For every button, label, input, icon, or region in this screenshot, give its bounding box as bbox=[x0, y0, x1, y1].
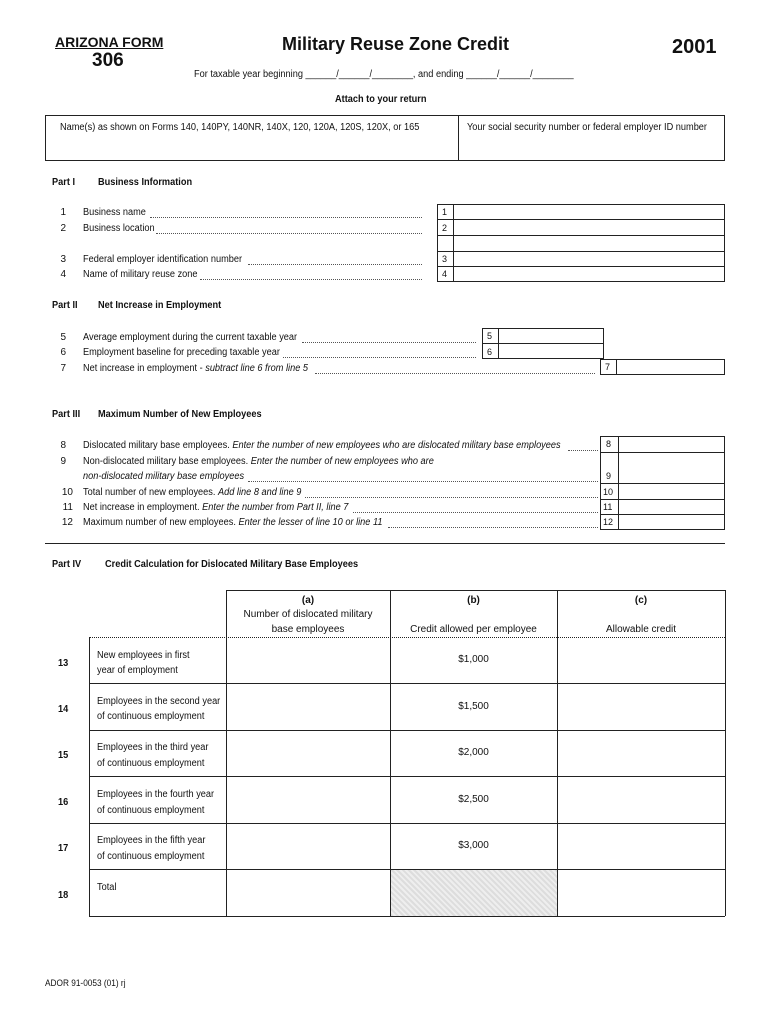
box-number: 11 bbox=[603, 502, 613, 512]
line-number: 5 bbox=[60, 332, 66, 343]
box-number: 5 bbox=[487, 331, 493, 341]
box-number: 9 bbox=[606, 471, 612, 481]
cell-c-15[interactable] bbox=[558, 731, 724, 776]
line-number: 11 bbox=[62, 502, 73, 513]
row-credit: $1,000 bbox=[458, 654, 489, 665]
tax-year: 2001 bbox=[672, 36, 717, 58]
names-field[interactable]: Name(s) as shown on Forms 140, 140PY, 140NR, 140X, 120, 120A, 120S, 120X, or 165 bbox=[60, 122, 420, 133]
part4-label: Part IV bbox=[52, 559, 82, 570]
cell-a-18[interactable] bbox=[227, 870, 389, 915]
form-title: Military Reuse Zone Credit bbox=[282, 34, 510, 54]
cell-c-14[interactable] bbox=[558, 684, 724, 729]
line-number: 7 bbox=[60, 363, 66, 374]
part3-title: Maximum Number of New Employees bbox=[98, 409, 262, 420]
box-number: 2 bbox=[442, 223, 448, 233]
col-a-label-cont: base employees bbox=[271, 624, 345, 635]
line-11-instruction: Enter the number from Part II, line 7 bbox=[202, 502, 349, 513]
cell-c-17[interactable] bbox=[558, 824, 724, 869]
line-9-instruction: Enter the number of new employees who are bbox=[250, 456, 434, 467]
part2-label: Part II bbox=[52, 300, 78, 311]
line-8-instruction: Enter the number of new employees who are dislocated military base employees bbox=[232, 440, 561, 451]
col-a-label: Number of dislocated military bbox=[243, 609, 373, 620]
col-a-letter: (a) bbox=[301, 595, 315, 606]
row-desc: New employees in first bbox=[97, 650, 190, 661]
part3-label: Part III bbox=[52, 409, 81, 420]
row-number: 18 bbox=[58, 890, 69, 901]
line-8-label bbox=[83, 440, 561, 452]
col-b-label: Credit allowed per employee bbox=[410, 624, 537, 635]
col-c-letter: (c) bbox=[634, 595, 648, 606]
cell-a-17[interactable] bbox=[227, 824, 389, 869]
box-number: 12 bbox=[603, 517, 614, 527]
line-8-text: Dislocated military base employees. bbox=[83, 440, 233, 451]
line-11-text: Net increase in employment. bbox=[83, 502, 203, 513]
row-credit: $2,000 bbox=[458, 747, 489, 758]
line-7-entry[interactable] bbox=[600, 359, 725, 375]
row-number: 15 bbox=[58, 750, 69, 761]
line-2-label: Business location bbox=[83, 223, 155, 234]
line-10-text: Total number of new employees. bbox=[83, 487, 219, 498]
line-12-instruction: Enter the lesser of line 10 or line 11 bbox=[238, 517, 383, 528]
line-number: 12 bbox=[61, 517, 73, 528]
line-number: 1 bbox=[60, 207, 66, 218]
line-7-text: Net increase in employment - bbox=[83, 363, 206, 374]
cell-c-18[interactable] bbox=[558, 870, 724, 915]
line-number: 9 bbox=[60, 456, 66, 467]
col-b-letter: (b) bbox=[467, 595, 480, 606]
line-9-text: Non-dislocated military base employees. bbox=[83, 456, 251, 467]
row-desc: Employees in the fourth year bbox=[97, 789, 215, 800]
line-6-label: Employment baseline for preceding taxable year bbox=[83, 347, 280, 358]
taxable-year-line: For taxable year beginning ______/______/________, and ending ______/______/________ bbox=[194, 69, 574, 80]
line-10-label bbox=[83, 487, 301, 499]
box-number: 8 bbox=[606, 439, 612, 449]
cell-a-13[interactable] bbox=[227, 638, 389, 683]
line-number: 3 bbox=[60, 254, 66, 265]
row-number: 17 bbox=[58, 843, 69, 854]
row-number: 16 bbox=[58, 797, 69, 808]
line-1-label: Business name bbox=[83, 207, 146, 218]
line-12-label bbox=[83, 517, 383, 529]
line-11-label bbox=[83, 502, 348, 514]
row-desc-cont: of continuous employment bbox=[97, 851, 205, 862]
row-desc: Employees in the second year bbox=[97, 696, 221, 707]
line-number: 2 bbox=[60, 223, 66, 234]
form-label: ARIZONA FORM bbox=[55, 34, 164, 50]
col-c-label: Allowable credit bbox=[605, 624, 677, 635]
line-9-label bbox=[83, 456, 434, 468]
box-number: 3 bbox=[442, 254, 448, 264]
line-7-instruction: subtract line 6 from line 5 bbox=[205, 363, 308, 374]
ssn-field[interactable]: Your social security number or federal employer ID number bbox=[467, 122, 707, 133]
line-5-entry[interactable] bbox=[482, 328, 604, 344]
line-5-label: Average employment during the current taxable year bbox=[83, 332, 298, 343]
attach-note: Attach to your return bbox=[335, 94, 427, 105]
form-code: ADOR 91-0053 (01) rj bbox=[45, 978, 126, 988]
line-9-instruction-cont: non-dislocated military base employees bbox=[83, 471, 245, 482]
line-number: 4 bbox=[60, 269, 66, 280]
cell-a-16[interactable] bbox=[227, 777, 389, 822]
row-desc-cont: year of employment bbox=[97, 665, 178, 676]
row-number: 14 bbox=[58, 704, 69, 715]
form-number: 306 bbox=[92, 50, 124, 71]
line-number: 6 bbox=[60, 347, 66, 358]
box-number: 6 bbox=[487, 347, 493, 357]
line-7-label bbox=[83, 363, 308, 375]
row-credit: $1,500 bbox=[458, 701, 489, 712]
row-credit: $2,500 bbox=[458, 794, 489, 805]
line-3-label: Federal employer identification number bbox=[83, 254, 243, 265]
part1-title: Business Information bbox=[98, 177, 193, 188]
line-6-entry[interactable] bbox=[482, 343, 604, 359]
line-number: 8 bbox=[60, 440, 66, 451]
cell-a-15[interactable] bbox=[227, 731, 389, 776]
row-number: 13 bbox=[58, 658, 69, 669]
box-number: 10 bbox=[603, 487, 614, 497]
cell-c-13[interactable] bbox=[558, 638, 724, 683]
line-10-instruction: Add line 8 and line 9 bbox=[218, 487, 302, 498]
row-desc-cont: of continuous employment bbox=[97, 758, 205, 769]
part1-label: Part I bbox=[52, 177, 76, 188]
row-desc-cont: of continuous employment bbox=[97, 805, 205, 816]
line-12-text: Maximum number of new employees. bbox=[83, 517, 239, 528]
row-desc: Total bbox=[97, 882, 117, 893]
box-number: 7 bbox=[605, 362, 611, 372]
part2-title: Net Increase in Employment bbox=[98, 300, 222, 311]
line-4-label: Name of military reuse zone bbox=[83, 269, 198, 280]
total-credit-shaded-cell bbox=[391, 870, 557, 916]
row-credit: $3,000 bbox=[458, 840, 489, 851]
cell-a-14[interactable] bbox=[227, 684, 389, 729]
section-divider bbox=[45, 543, 725, 544]
row-desc: Employees in the third year bbox=[97, 742, 209, 753]
line-9-label-cont bbox=[83, 471, 244, 483]
row-desc: Employees in the fifth year bbox=[97, 835, 206, 846]
part4-title: Credit Calculation for Dislocated Military Base Employees bbox=[105, 559, 359, 570]
part1-entry-box[interactable] bbox=[437, 204, 725, 282]
line-number: 10 bbox=[61, 487, 73, 498]
box-number: 4 bbox=[442, 269, 448, 279]
cell-c-16[interactable] bbox=[558, 777, 724, 822]
row-desc-cont: of continuous employment bbox=[97, 711, 205, 722]
box-number: 1 bbox=[442, 207, 448, 217]
